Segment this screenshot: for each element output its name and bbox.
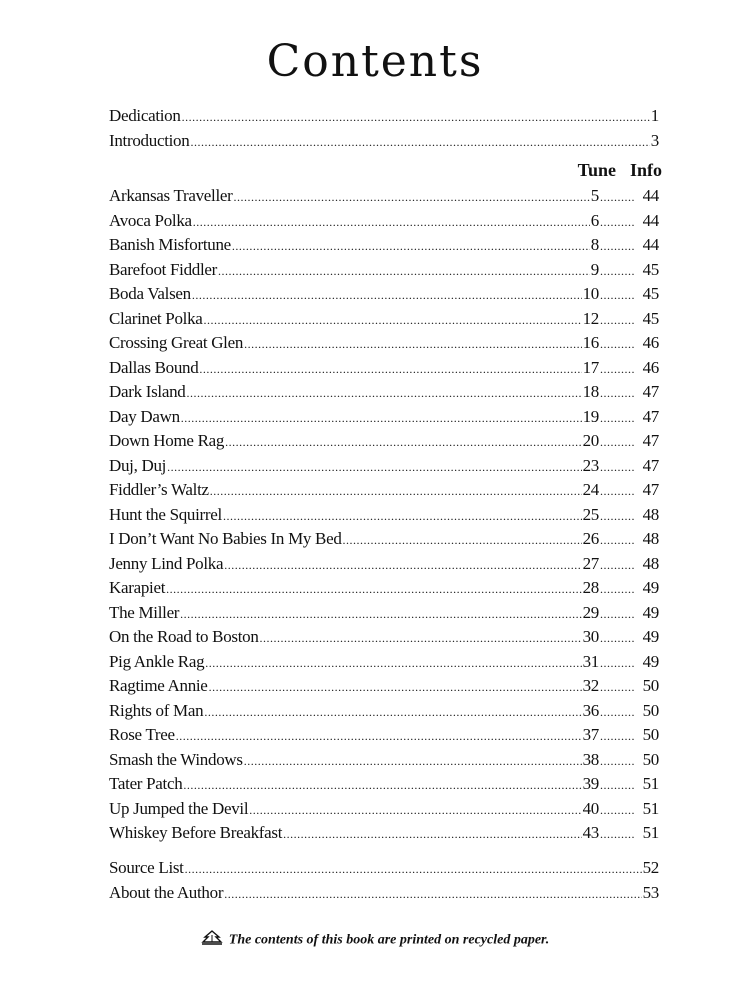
entry-title: Hunt the Squirrel	[109, 504, 222, 524]
dot-leader	[223, 509, 582, 524]
dot-leader	[180, 607, 581, 622]
dot-leader	[600, 705, 634, 720]
footer-note	[0, 930, 750, 951]
toc-entry	[109, 676, 659, 700]
entry-title: Whiskey Before Breakfast	[109, 823, 283, 842]
page-number: 3	[650, 130, 659, 150]
tune-page-number: 9	[590, 259, 599, 279]
toc-entry	[109, 858, 659, 882]
info-page-number: 50	[642, 749, 659, 769]
info-page-number: 44	[642, 235, 659, 254]
toc-entry	[109, 823, 659, 847]
info-page-number: 46	[642, 357, 659, 377]
dot-leader	[260, 631, 582, 646]
toc-entry	[109, 627, 659, 651]
entry-title: Down Home Rag	[109, 431, 225, 450]
dot-leader	[600, 509, 634, 524]
info-page-number: 49	[642, 578, 659, 597]
toc-entry	[109, 774, 659, 798]
toc-entry	[109, 431, 659, 455]
info-page-number: 45	[642, 308, 659, 328]
dot-leader	[183, 778, 581, 793]
info-page-number: 50	[642, 676, 659, 695]
tune-page-number: 37	[582, 725, 599, 744]
column-headers	[0, 160, 662, 181]
info-page-number: 47	[642, 455, 659, 475]
entry-title: Jenny Lind Polka	[109, 553, 224, 573]
info-page-number: 50	[642, 700, 659, 720]
entry-title: Karapiet	[109, 578, 166, 597]
dot-leader	[600, 215, 634, 230]
dot-leader	[600, 803, 634, 818]
entry-title: Rights of Man	[109, 700, 204, 720]
dot-leader	[234, 190, 590, 205]
tune-page-number: 16	[582, 333, 599, 352]
dot-leader	[600, 827, 634, 842]
toc-entry	[109, 235, 659, 259]
dot-leader	[210, 484, 582, 499]
info-page-number: 51	[642, 823, 659, 842]
entry-title: Rose Tree	[109, 725, 175, 744]
dot-leader	[600, 582, 634, 597]
toc-entry	[109, 529, 659, 553]
dot-leader	[181, 411, 582, 426]
tune-page-number: 40	[582, 798, 599, 818]
tune-page-number: 43	[582, 823, 599, 842]
info-page-number: 44	[642, 186, 659, 205]
info-column-header: Info	[629, 160, 662, 180]
entry-title: I Don’t Want No Babies In My Bed	[109, 529, 342, 548]
info-page-number: 48	[642, 553, 659, 573]
tune-page-number: 24	[582, 480, 599, 499]
dot-leader	[600, 460, 634, 475]
tune-page-number: 36	[582, 700, 599, 720]
dot-leader	[600, 607, 634, 622]
dot-leader	[249, 803, 581, 818]
info-page-number: 49	[642, 651, 659, 671]
tune-page-number: 32	[582, 676, 599, 695]
toc-entry	[109, 333, 659, 357]
dot-leader	[182, 110, 650, 125]
entry-title: Barefoot Fiddler	[109, 259, 218, 279]
toc-entry	[109, 799, 659, 823]
dot-leader	[600, 656, 634, 671]
dot-leader	[600, 484, 634, 499]
tune-page-number: 19	[582, 406, 599, 426]
entry-title: Arkansas Traveller	[109, 186, 233, 205]
entry-title: Banish Misfortune	[109, 235, 231, 254]
info-page-number: 44	[642, 210, 659, 230]
toc-entry	[109, 725, 659, 749]
tune-page-number: 18	[582, 382, 599, 401]
dot-leader	[600, 754, 634, 769]
dot-leader	[600, 190, 634, 205]
tune-page-number: 30	[582, 627, 599, 646]
entry-title: Pig Ankle Rag	[109, 651, 205, 671]
entry-title: Crossing Great Glen	[109, 333, 244, 352]
dot-leader	[600, 778, 634, 793]
dot-leader	[224, 558, 581, 573]
entry-title: Avoca Polka	[109, 210, 192, 230]
entry-title: Boda Valsen	[109, 284, 191, 303]
entry-title: Duj, Duj	[109, 455, 167, 475]
tune-page-number: 29	[582, 602, 599, 622]
info-page-number: 45	[642, 284, 659, 303]
toc-entry	[109, 456, 659, 480]
info-page-number: 47	[642, 480, 659, 499]
toc-entry	[109, 603, 659, 627]
dot-leader	[600, 362, 634, 377]
dot-leader	[600, 264, 634, 279]
info-page-number: 50	[642, 725, 659, 744]
page-number: 52	[642, 858, 659, 877]
dot-leader	[600, 435, 634, 450]
dot-leader	[192, 288, 582, 303]
dot-leader	[204, 705, 581, 720]
toc-entry	[109, 131, 659, 155]
entry-title: Introduction	[109, 130, 190, 150]
toc-entry	[109, 883, 659, 907]
dot-leader	[600, 411, 634, 426]
dot-leader	[600, 313, 634, 328]
info-page-number: 48	[642, 504, 659, 524]
toc-entry	[109, 652, 659, 676]
tune-page-number: 6	[590, 210, 599, 230]
tune-page-number: 12	[582, 308, 599, 328]
tune-page-number: 27	[582, 553, 599, 573]
entry-title: Dark Island	[109, 382, 186, 401]
dot-leader	[190, 135, 649, 150]
dot-leader	[600, 631, 634, 646]
tune-page-number: 10	[582, 284, 599, 303]
dot-leader	[218, 264, 590, 279]
dot-leader	[176, 729, 582, 744]
info-page-number: 47	[642, 431, 659, 450]
toc-entry	[109, 260, 659, 284]
entry-title: The Miller	[109, 602, 180, 622]
tune-page-number: 17	[582, 357, 599, 377]
tune-page-number: 26	[582, 529, 599, 548]
entry-title: Source List	[109, 858, 184, 877]
info-page-number: 51	[642, 774, 659, 793]
entry-title: Up Jumped the Devil	[109, 798, 249, 818]
toc-entry	[109, 358, 659, 382]
dot-leader	[205, 656, 581, 671]
tune-page-number: 25	[582, 504, 599, 524]
info-page-number: 49	[642, 627, 659, 646]
entry-title: Tater Patch	[109, 774, 183, 793]
toc-entry	[109, 186, 659, 210]
entry-title: About the Author	[109, 882, 224, 902]
dot-leader	[224, 887, 641, 902]
info-page-number: 51	[642, 798, 659, 818]
recycle-tree-icon	[201, 930, 223, 951]
toc-entry	[109, 750, 659, 774]
dot-leader	[343, 533, 582, 548]
toc-entry	[109, 382, 659, 406]
dot-leader	[186, 386, 581, 401]
dot-leader	[600, 386, 634, 401]
toc-entry	[109, 211, 659, 235]
toc-entry	[109, 106, 659, 130]
dot-leader	[283, 827, 581, 842]
tune-page-number: 8	[590, 235, 599, 254]
tune-page-number: 5	[590, 186, 599, 205]
toc-entry	[109, 480, 659, 504]
tune-page-number: 23	[582, 455, 599, 475]
entry-title: Ragtime Annie	[109, 676, 208, 695]
entry-title: Clarinet Polka	[109, 308, 203, 328]
entry-title: Dallas Bound	[109, 357, 199, 377]
info-page-number: 47	[642, 382, 659, 401]
toc-entry	[109, 309, 659, 333]
tune-page-number: 20	[582, 431, 599, 450]
tune-page-number: 38	[582, 749, 599, 769]
dot-leader	[244, 337, 582, 352]
dot-leader	[600, 533, 634, 548]
tune-page-number: 39	[582, 774, 599, 793]
dot-leader	[600, 337, 634, 352]
footer-text: The contents of this book are printed on recycled paper.	[228, 932, 550, 948]
tune-page-number: 31	[582, 651, 599, 671]
tune-page-number: 28	[582, 578, 599, 597]
dot-leader	[167, 460, 581, 475]
entry-title: Fiddler’s Waltz	[109, 480, 209, 499]
dot-leader	[166, 582, 581, 597]
dot-leader	[225, 435, 582, 450]
entry-title: Smash the Windows	[109, 749, 243, 769]
dot-leader	[204, 313, 582, 328]
toc-entry	[109, 578, 659, 602]
page-number: 1	[650, 106, 659, 125]
toc-entry	[109, 407, 659, 431]
dot-leader	[199, 362, 581, 377]
dot-leader	[244, 754, 582, 769]
entry-title: Dedication	[109, 106, 181, 125]
dot-leader	[600, 239, 634, 254]
toc-entry	[109, 701, 659, 725]
info-page-number: 46	[642, 333, 659, 352]
page-title: Contents	[266, 36, 484, 87]
dot-leader	[600, 288, 634, 303]
info-page-number: 48	[642, 529, 659, 548]
entry-title: On the Road to Boston	[109, 627, 259, 646]
info-page-number: 47	[642, 406, 659, 426]
info-page-number: 45	[642, 259, 659, 279]
toc-entry	[109, 554, 659, 578]
entry-title: Day Dawn	[109, 406, 180, 426]
tune-column-header: Tune	[577, 160, 616, 180]
dot-leader	[600, 680, 634, 695]
dot-leader	[232, 239, 590, 254]
dot-leader	[600, 558, 634, 573]
page-number: 53	[642, 882, 659, 902]
dot-leader	[193, 215, 590, 230]
dot-leader	[209, 680, 582, 695]
toc-entry	[109, 284, 659, 308]
toc-entry	[109, 505, 659, 529]
info-page-number: 49	[642, 602, 659, 622]
dot-leader	[185, 862, 642, 877]
dot-leader	[600, 729, 634, 744]
